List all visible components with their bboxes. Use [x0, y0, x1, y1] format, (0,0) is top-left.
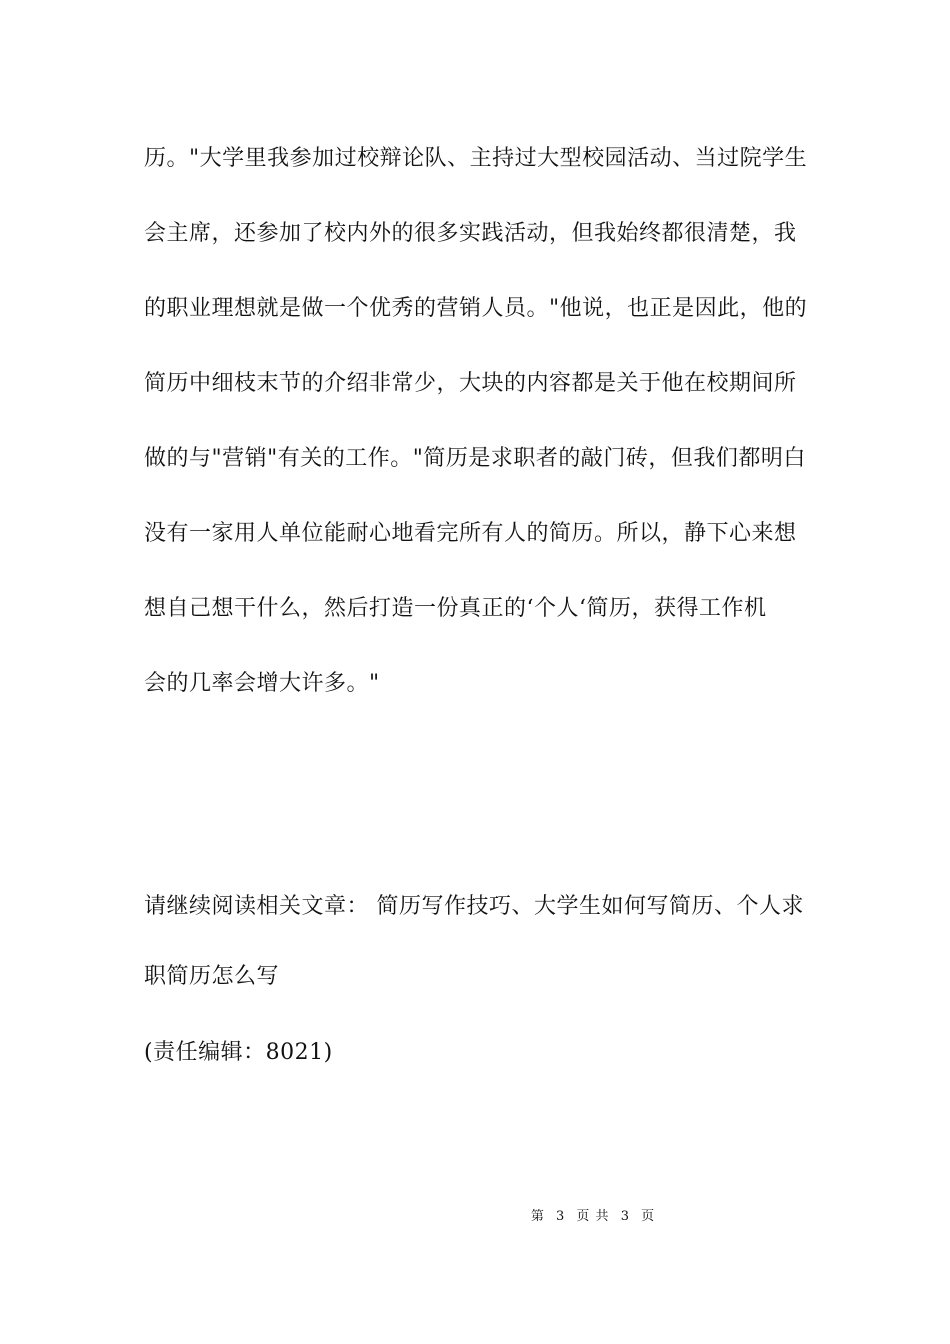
- related-articles-line-1: 请继续阅读相关文章： 简历写作技巧、大学生如何写简历、个人求: [144, 894, 804, 919]
- body-text-line-3: 的职业理想就是做一个优秀的营销人员。"他说，也正是因此，他的: [144, 296, 808, 321]
- page-label-mid: 页 共: [576, 1209, 610, 1224]
- page-footer: [0, 1208, 950, 1226]
- body-text-line-1: 历。"大学里我参加过校辩论队、主持过大型校园活动、当过院学生: [144, 146, 808, 171]
- body-text-line-2: 会主席，还参加了校内外的很多实践活动，但我始终都很清楚，我: [144, 221, 797, 246]
- body-text-line-5: 做的与"营销"有关的工作。"简历是求职者的敲门砖，但我们都明白: [144, 446, 806, 471]
- page-label-suffix: 页: [641, 1209, 656, 1224]
- page-label-prefix: 第: [530, 1209, 545, 1224]
- total-pages-number: 3: [620, 1209, 630, 1224]
- current-page-number: 3: [556, 1209, 566, 1224]
- body-text-line-4: 简历中细枝末节的介绍非常少，大块的内容都是关于他在校期间所: [144, 371, 797, 396]
- body-text-line-7: 想自己想干什么，然后打造一份真正的‘个人‘简历，获得工作机: [144, 596, 767, 621]
- editor-credit: (责任编辑：8021): [144, 1040, 333, 1065]
- body-text-line-6: 没有一家用人单位能耐心地看完所有人的简历。所以，静下心来想: [144, 521, 797, 546]
- related-articles-line-2: 职简历怎么写: [144, 964, 280, 989]
- body-text-line-8: 会的几率会增大许多。": [144, 671, 380, 696]
